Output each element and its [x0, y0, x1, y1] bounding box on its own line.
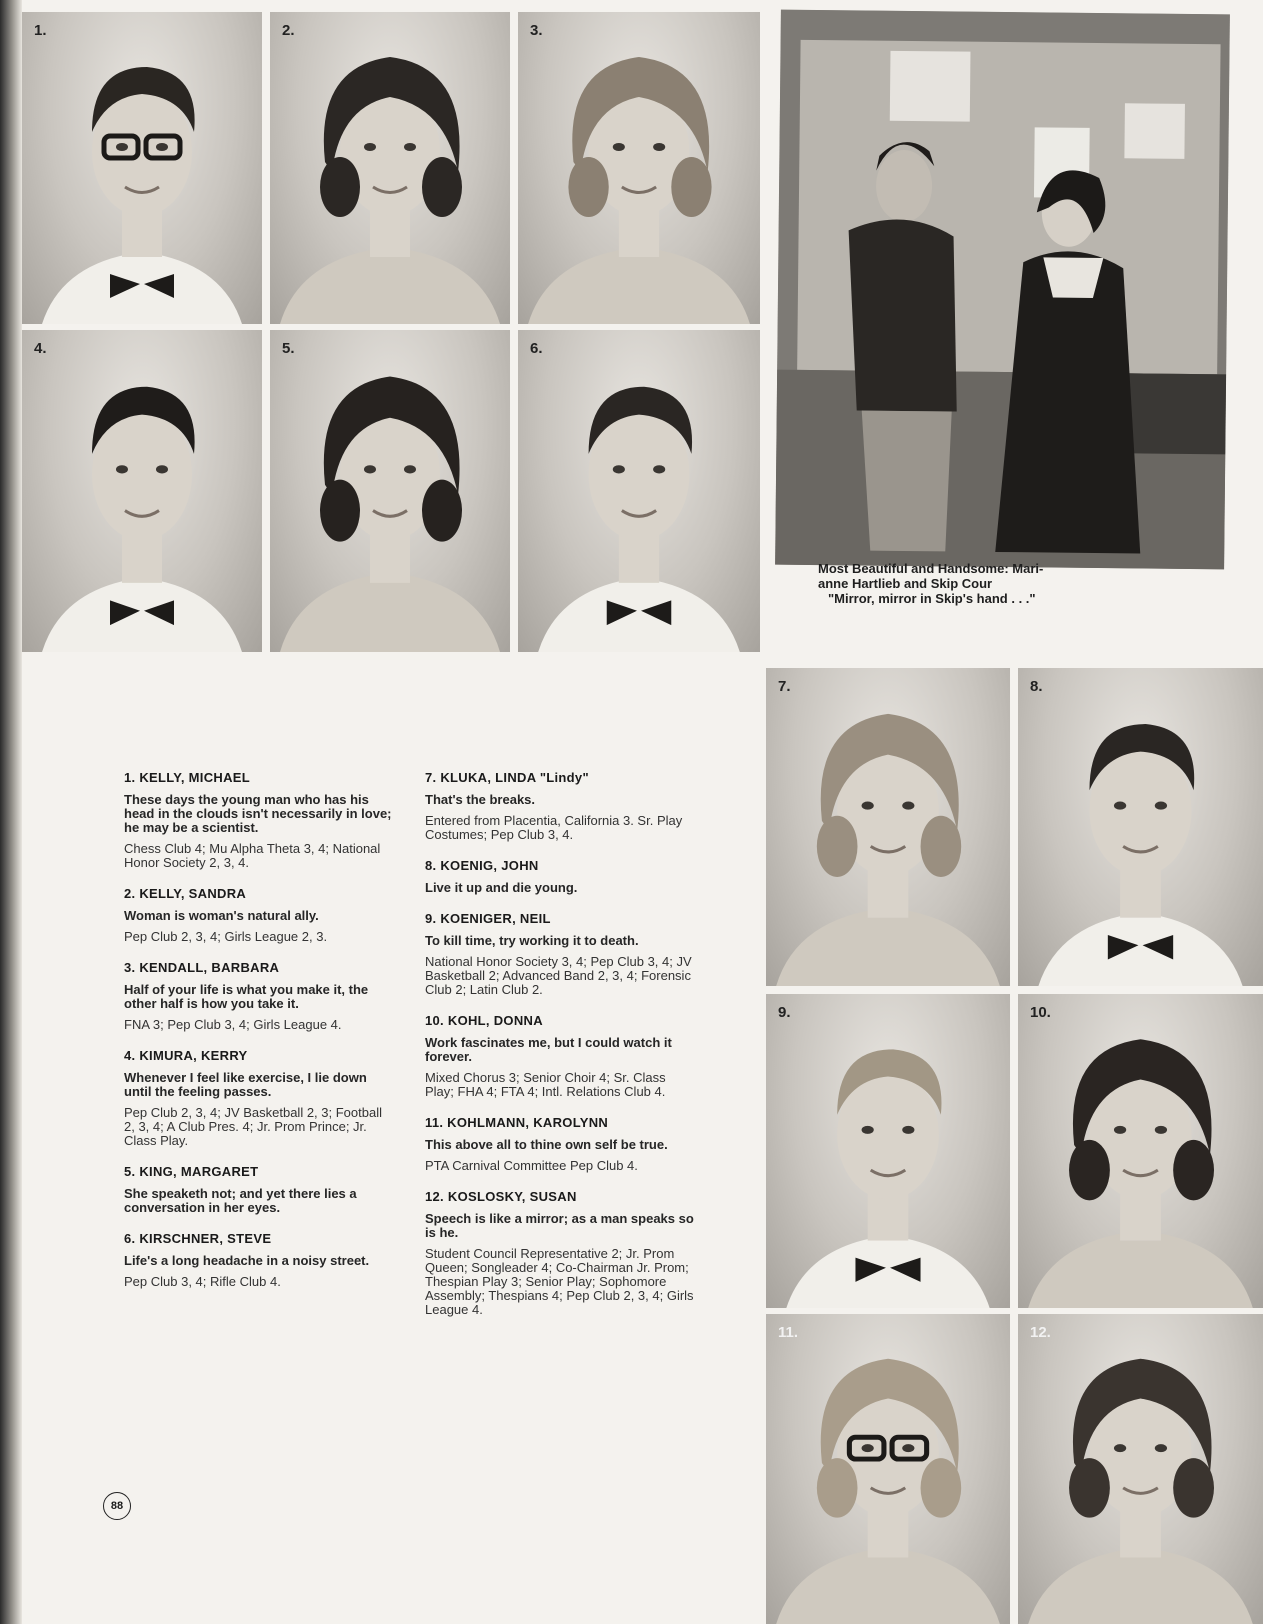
senior-entry: [425, 911, 695, 997]
senior-entry: [124, 1048, 392, 1148]
eye-left: [1114, 802, 1126, 810]
candid-photo-most-beautiful-handsome: [775, 10, 1230, 570]
eye-left: [862, 1444, 874, 1452]
senior-name: 12. KOSLOSKY, SUSAN: [425, 1189, 577, 1204]
eye-left: [1114, 1444, 1126, 1452]
shirt-shape: [538, 578, 740, 652]
senior-name: 5. KING, MARGARET: [124, 1164, 259, 1179]
eye-right: [156, 143, 168, 151]
senior-activities: Mixed Chorus 3; Senior Choir 4; Sr. Class Play; FHA 4; FTA 4; Intl. Relations Club 4.: [425, 1070, 666, 1099]
portrait-figure: [1018, 994, 1263, 1308]
senior-activities: FNA 3; Pep Club 3, 4; Girls League 4.: [124, 1017, 342, 1032]
eye-left: [613, 465, 625, 473]
shoulders-shape: [1028, 1547, 1253, 1624]
portrait-figure: [518, 12, 760, 324]
portrait-photo-11: [766, 1314, 1010, 1624]
portrait-figure: [766, 994, 1010, 1308]
hair-curl-right: [921, 816, 962, 877]
hair-curl-left: [320, 157, 360, 217]
candid-photo-caption: [818, 561, 1178, 606]
senior-entry: [425, 770, 695, 842]
eye-right: [653, 143, 665, 151]
senior-entry: [124, 1164, 392, 1215]
senior-name: 1. KELLY, MICHAEL: [124, 770, 250, 785]
senior-name: 3. KENDALL, BARBARA: [124, 960, 280, 975]
senior-quote: Woman is woman's natural ally.: [124, 908, 319, 923]
senior-entry: [124, 1231, 392, 1289]
hair-curl-right: [921, 1458, 962, 1518]
hair-curl-right: [671, 157, 711, 217]
portrait-figure: [1018, 1314, 1263, 1624]
senior-entry: [124, 886, 392, 944]
senior-quote: To kill time, try working it to death.: [425, 933, 639, 948]
portrait-figure: [270, 12, 510, 324]
portrait-photo-9: [766, 994, 1010, 1308]
senior-quote: Speech is like a mirror; as a man speaks so is he.: [425, 1211, 694, 1240]
portrait-photo-4: [22, 330, 262, 652]
senior-name: 10. KOHL, DONNA: [425, 1013, 543, 1028]
senior-entry: [425, 1189, 695, 1317]
photo-number: 2.: [282, 22, 295, 39]
hair-curl-left: [1069, 1458, 1110, 1518]
caption-line-3: "Mirror, mirror in Skip's hand . . .": [828, 591, 1036, 606]
portrait-photo-6: [518, 330, 760, 652]
senior-activities: PTA Carnival Committee Pep Club 4.: [425, 1158, 638, 1173]
portrait-figure: [1018, 668, 1263, 986]
senior-entry: [425, 858, 695, 895]
eye-right: [156, 465, 168, 473]
eye-right: [404, 465, 416, 473]
page-number: 88: [103, 1492, 131, 1520]
photo-number: 3.: [530, 22, 543, 39]
eye-right: [653, 465, 665, 473]
senior-entry: [425, 1115, 695, 1173]
portrait-figure: [270, 330, 510, 652]
senior-name: 9. KOENIGER, NEIL: [425, 911, 551, 926]
hair-curl-right: [1173, 1458, 1214, 1518]
senior-bios-right-column: [425, 770, 695, 1333]
eye-right: [902, 1126, 914, 1134]
portrait-photo-7: [766, 668, 1010, 986]
senior-quote: That's the breaks.: [425, 792, 536, 807]
hair-curl-left: [1069, 1140, 1110, 1200]
eye-left: [116, 143, 128, 151]
senior-quote: Whenever I feel like exercise, I lie down until the feeling passes.: [124, 1070, 367, 1099]
caption-line-2: anne Hartlieb and Skip Cour: [818, 576, 993, 591]
eye-right: [1155, 802, 1167, 810]
book-spine-shadow: [0, 0, 22, 1624]
portrait-photo-8: [1018, 668, 1263, 986]
portrait-photo-1: [22, 12, 262, 324]
photo-number: 12.: [1030, 1324, 1051, 1341]
senior-quote: Live it up and die young.: [425, 880, 578, 895]
portrait-figure: [766, 668, 1010, 986]
shoulders-shape: [776, 908, 1000, 986]
portrait-figure: [22, 12, 262, 324]
shoulders-shape: [776, 1547, 1000, 1624]
senior-quote: These days the young man who has his head in the clouds isn't necessarily in love; he may be a scientist.: [124, 792, 392, 835]
hair-curl-left: [817, 816, 858, 877]
senior-name: 7. KLUKA, LINDA "Lindy": [425, 770, 589, 785]
senior-bios-left-column: [124, 770, 392, 1305]
senior-activities: Student Council Representative 2; Jr. Prom Queen; Songleader 4; Co-Chairman Jr. Prom; Thespian Play 3; Senior Play; Sophomore Assembly; Thespians 4; Pep Club 2, 3, 4; Girls League 4.: [425, 1246, 694, 1317]
eye-right: [902, 1444, 914, 1452]
senior-activities: Pep Club 2, 3, 4; Girls League 2, 3.: [124, 929, 328, 944]
senior-name: 4. KIMURA, KERRY: [124, 1048, 248, 1063]
hair-curl-left: [817, 1458, 858, 1518]
senior-activities: Pep Club 2, 3, 4; JV Basketball 2, 3; Football 2, 3, 4; A Club Pres. 4; Jr. Prom Prince; Jr. Class Play.: [124, 1105, 382, 1148]
senior-activities: National Honor Society 3, 4; Pep Club 3, 4; JV Basketball 2; Advanced Band 2, 3, 4; Forensic Club 2; Latin Club 2.: [425, 954, 692, 997]
portrait-figure: [766, 1314, 1010, 1624]
photo-number: 10.: [1030, 1004, 1051, 1021]
senior-name: 6. KIRSCHNER, STEVE: [124, 1231, 272, 1246]
senior-entry: [124, 770, 392, 870]
eye-left: [613, 143, 625, 151]
photo-number: 6.: [530, 340, 543, 357]
shoulders-shape: [280, 247, 500, 324]
senior-entry: [124, 960, 392, 1032]
senior-name: 11. KOHLMANN, KAROLYNN: [425, 1115, 609, 1130]
photo-number: 11.: [778, 1324, 799, 1341]
senior-quote: This above all to thine own self be true.: [425, 1137, 668, 1152]
senior-quote: She speaketh not; and yet there lies a conversation in her eyes.: [124, 1186, 357, 1215]
caption-line-1: Most Beautiful and Handsome: Mari-: [818, 561, 1044, 576]
hair-curl-left: [568, 157, 608, 217]
photo-number: 8.: [1030, 678, 1043, 695]
portrait-figure: [22, 330, 262, 652]
photo-number: 7.: [778, 678, 791, 695]
portrait-photo-10: [1018, 994, 1263, 1308]
senior-entry: [425, 1013, 695, 1099]
senior-quote: Work fascinates me, but I could watch it forever.: [425, 1035, 672, 1064]
shirt-shape: [42, 578, 242, 652]
photo-number: 5.: [282, 340, 295, 357]
portrait-photo-12: [1018, 1314, 1263, 1624]
photo-number: 4.: [34, 340, 47, 357]
eye-left: [116, 465, 128, 473]
portrait-photo-5: [270, 330, 510, 652]
hair-curl-right: [422, 157, 462, 217]
senior-activities: Chess Club 4; Mu Alpha Theta 3, 4; National Honor Society 2, 3, 4.: [124, 841, 381, 870]
portrait-figure: [518, 330, 760, 652]
hair-curl-right: [1173, 1140, 1214, 1200]
shirt-shape: [1038, 913, 1242, 986]
senior-quote: Half of your life is what you make it, the other half is how you take it.: [124, 982, 369, 1011]
portrait-photo-2: [270, 12, 510, 324]
eye-left: [364, 465, 376, 473]
senior-activities: Pep Club 3, 4; Rifle Club 4.: [124, 1274, 281, 1289]
eye-right: [902, 802, 914, 810]
eye-right: [1155, 1444, 1167, 1452]
senior-quote: Life's a long headache in a noisy street.: [124, 1253, 370, 1268]
shoulders-shape: [280, 573, 500, 652]
shirt-shape: [786, 1236, 989, 1308]
hair-curl-right: [422, 480, 462, 542]
eye-left: [862, 1126, 874, 1134]
senior-name: 8. KOENIG, JOHN: [425, 858, 539, 873]
eye-left: [862, 802, 874, 810]
shoulders-shape: [1028, 1231, 1253, 1308]
senior-name: 2. KELLY, SANDRA: [124, 886, 247, 901]
photo-number: 9.: [778, 1004, 791, 1021]
hair-curl-left: [320, 480, 360, 542]
eye-right: [1155, 1126, 1167, 1134]
senior-activities: Entered from Placentia, California 3. Sr. Play Costumes; Pep Club 3, 4.: [425, 813, 683, 842]
shirt-shape: [42, 252, 242, 324]
eye-left: [364, 143, 376, 151]
portrait-photo-3: [518, 12, 760, 324]
photo-number: 1.: [34, 22, 47, 39]
eye-left: [1114, 1126, 1126, 1134]
shoulders-shape: [528, 247, 750, 324]
eye-right: [404, 143, 416, 151]
